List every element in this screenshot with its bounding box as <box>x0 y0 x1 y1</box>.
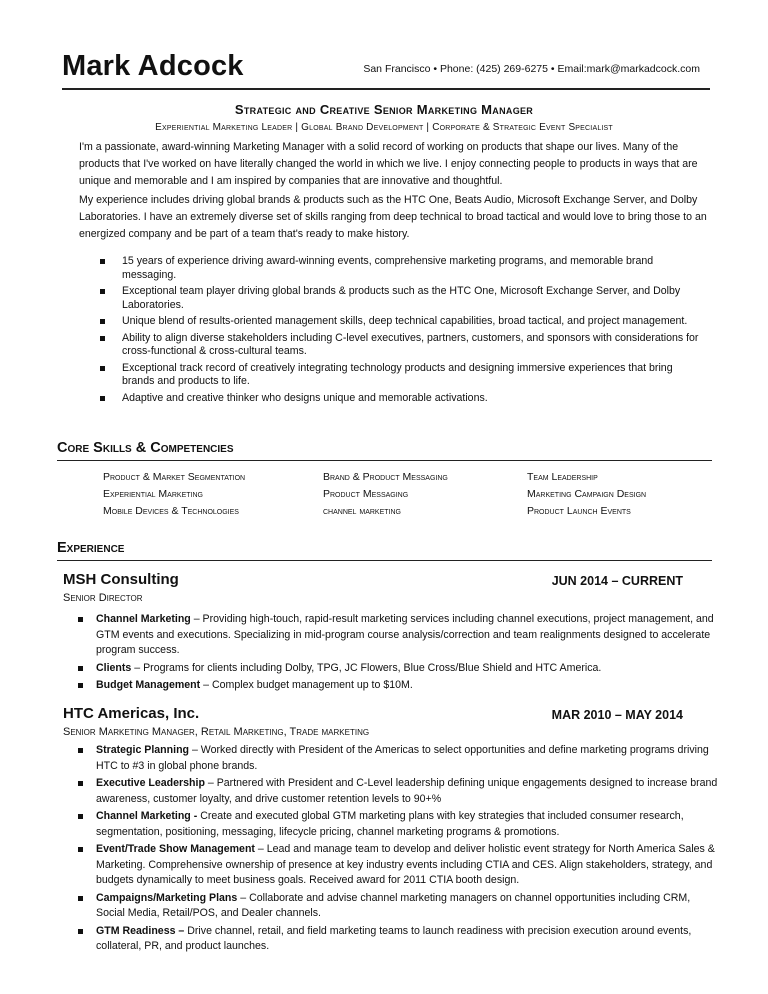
list-item: 15 years of experience driving award-winning events, comprehensive marketing programs, and memorable brand messaging. <box>100 255 700 282</box>
square-bullet-icon <box>100 289 105 294</box>
skill-item: Experiential Marketing <box>103 488 203 500</box>
list-item: Executive Leadership – Partnered with President and C-Level leadership defining unique engagements designed to increase brand awareness, customer loyalty, and drive customer retention levels to 90+% <box>78 776 718 807</box>
list-item: Adaptive and creative thinker who designs unique and memorable activations. <box>100 392 700 406</box>
skill-item: channel marketing <box>323 505 401 517</box>
summary-bullets <box>100 255 700 408</box>
header <box>62 44 710 90</box>
square-bullet-icon <box>78 748 83 753</box>
square-bullet-icon <box>78 896 83 901</box>
company-name: MSH Consulting <box>63 571 179 588</box>
list-item: Channel Marketing – Providing high-touch, rapid-result marketing services including channel executions, project management, and GTM events and executions. Specializing in mid-program course analysis/correction and team realignments designed to accelerate program success. <box>78 612 718 659</box>
company-name: HTC Americas, Inc. <box>63 705 200 722</box>
list-item: Clients – Programs for clients including Dolby, TPG, JC Flowers, Blue Cross/Blue Shield and HTC America. <box>78 661 718 677</box>
list-item: Channel Marketing - Create and executed global GTM marketing plans with key strategies that included consumer research, segmentation, positioning, messaging, lifecycle pricing, channel marketing programs & promotions. <box>78 809 718 840</box>
skill-item: Brand & Product Messaging <box>323 471 448 483</box>
square-bullet-icon <box>78 666 83 671</box>
skills-heading: Core Skills & Competencies <box>57 440 712 461</box>
list-item: Ability to align diverse stakeholders including C-level executives, partners, customers, and sponsors with considerations for cross-functional & cross-cultural teams. <box>100 332 700 359</box>
list-item: GTM Readiness – Drive channel, retail, and field marketing teams to launch readiness with precision execution around events, collateral, PR, and product launches. <box>78 924 718 955</box>
square-bullet-icon <box>100 396 105 401</box>
resume-subtitle: Experiential Marketing Leader | Global Brand Development | Corporate & Strategic Event Specialist <box>155 122 613 133</box>
list-item: Exceptional track record of creatively integrating technology products and designing immersive experiences that bring brands and products to life. <box>100 362 700 389</box>
square-bullet-icon <box>78 683 83 688</box>
summary-paragraph-1: I'm a passionate, award-winning Marketing Manager with a solid record of working on products that shape our lives. Many of the products that I've worked on have literally changed the world in which we live. I enjoy connecting people to products in ways that are unique and memorable and I am inspired by companies that are innovative and thoughtful. <box>79 141 698 187</box>
job-dates: MAR 2010 – MAY 2014 <box>551 708 683 722</box>
skill-item: Product Launch Events <box>527 505 631 517</box>
contact-info: San Francisco • Phone: (425) 269-6275 • Email:mark@markadcock.com <box>363 63 700 75</box>
job-dates: JUN 2014 – CURRENT <box>551 574 683 588</box>
skill-item: Product & Market Segmentation <box>103 471 246 483</box>
resume-title: Strategic and Creative Senior Marketing Manager <box>234 102 534 117</box>
job-duties <box>78 743 718 957</box>
list-item: Unique blend of results-oriented management skills, deep technical capabilities, broad tactical, and project management. <box>100 315 700 329</box>
list-item: Campaigns/Marketing Plans – Collaborate and advise channel marketing managers on channel opportunities including CRM, Social Media, Retail/POS, and Dealer channels. <box>78 891 718 922</box>
skill-item: Mobile Devices & Technologies <box>103 505 239 517</box>
list-item: Event/Trade Show Management – Lead and manage team to develop and deliver holistic event strategy for North America Sales & Marketing. Comprehensive ownership of presence at key industry events including CTIA and CES. Align stakeholders, strategy, and budgets dynamically to meet business goals. Received award for 2011 CTIA booth design. <box>78 842 718 889</box>
skill-item: Product Messaging <box>323 488 409 500</box>
square-bullet-icon <box>78 781 83 786</box>
candidate-name: Mark Adcock <box>62 50 244 82</box>
job-role: Senior Director <box>63 592 143 604</box>
list-item: Strategic Planning – Worked directly with President of the Americas to select opportunities and define marketing programs driving HTC to #3 in global phone brands. <box>78 743 718 774</box>
square-bullet-icon <box>78 814 83 819</box>
square-bullet-icon <box>78 929 83 934</box>
square-bullet-icon <box>100 259 105 264</box>
skill-item: Team Leadership <box>527 471 598 483</box>
summary-paragraph-2: My experience includes driving global brands & products such as the HTC One, Beats Audio, Microsoft Exchange Server, and Dolby Laboratories. I have an extremely diverse set of skills ranging from deep technical to broad tactical and would love to bring those to an energized company and be part of a team that's ready to make history. <box>79 194 707 240</box>
square-bullet-icon <box>78 847 83 852</box>
job-role: Senior Marketing Manager, Retail Marketing, Trade marketing <box>63 726 370 738</box>
list-item: Exceptional team player driving global brands & products such as the HTC One, Microsoft Exchange Server, and Dolby Laboratories. <box>100 285 700 312</box>
skill-item: Marketing Campaign Design <box>527 488 647 500</box>
square-bullet-icon <box>100 336 105 341</box>
list-item: Budget Management – Complex budget management up to $10M. <box>78 678 718 694</box>
square-bullet-icon <box>100 366 105 371</box>
experience-heading: Experience <box>57 540 712 561</box>
job-duties <box>78 612 718 696</box>
square-bullet-icon <box>100 319 105 324</box>
square-bullet-icon <box>78 617 83 622</box>
